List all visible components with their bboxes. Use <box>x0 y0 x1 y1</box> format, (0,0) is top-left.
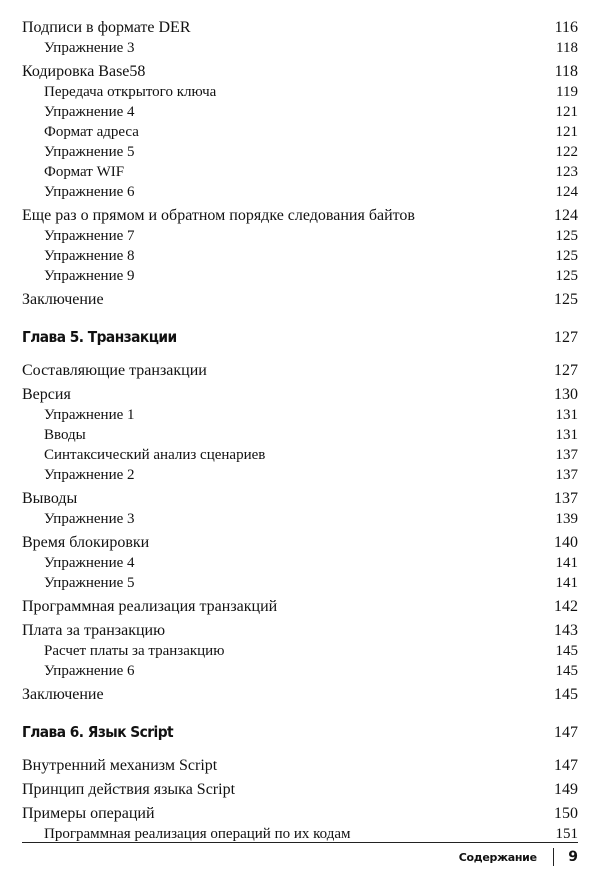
toc-entry-page: 123 <box>555 164 578 180</box>
toc-entry-title: Формат адреса <box>44 124 139 140</box>
toc-entry-title: Упражнение 6 <box>44 184 135 200</box>
toc-entry-page: 127 <box>554 362 578 379</box>
toc-entry-page: 137 <box>555 447 578 463</box>
toc-entry-title: Заключение <box>22 686 104 703</box>
toc-entry-page: 141 <box>555 555 578 571</box>
toc-section-entry <box>22 532 578 553</box>
toc-entry-page: 145 <box>554 686 578 703</box>
toc-entry-page: 118 <box>556 40 578 56</box>
toc-subsection-entry <box>22 266 578 286</box>
toc-entry-title: Упражнение 5 <box>44 575 135 591</box>
toc-entry-page: 145 <box>555 663 578 679</box>
toc-entry-page: 139 <box>555 511 578 527</box>
toc-entry-page: 131 <box>555 427 578 443</box>
toc-subsection-entry <box>22 573 578 593</box>
toc-entry-page: 127 <box>554 329 578 346</box>
toc-entry-title: Кодировка Base58 <box>22 63 146 80</box>
toc-entry-title: Формат WIF <box>44 164 125 180</box>
toc-entry-title: Упражнение 5 <box>44 144 135 160</box>
toc-entry-page: 125 <box>555 228 578 244</box>
toc-entry-page: 150 <box>554 805 578 822</box>
footer-section-label: Содержание <box>458 850 537 864</box>
toc-entry-page: 121 <box>555 104 578 120</box>
toc-subsection-entry <box>22 425 578 445</box>
toc-entry-page: 124 <box>555 184 578 200</box>
toc-entry-title: Примеры операций <box>22 805 155 822</box>
toc-subsection-entry <box>22 445 578 465</box>
toc-section-entry <box>22 360 578 381</box>
toc-entry-title: Упражнение 8 <box>44 248 135 264</box>
toc-entry-page: 137 <box>554 490 578 507</box>
toc-section-entry <box>22 488 578 509</box>
toc-subsection-entry <box>22 122 578 142</box>
toc-subsection-entry <box>22 465 578 485</box>
toc-chapter-entry <box>22 719 578 745</box>
toc-section-entry <box>22 289 578 310</box>
toc-section-entry <box>22 755 578 776</box>
toc-entry-page: 147 <box>554 724 578 741</box>
toc-entry-page: 118 <box>554 63 578 80</box>
toc-entry-page: 125 <box>554 291 578 308</box>
toc-subsection-entry <box>22 509 578 529</box>
toc-entry-title: Версия <box>22 386 71 403</box>
toc-entry-title: Время блокировки <box>22 534 150 551</box>
toc-entry-title: Упражнение 4 <box>44 555 135 571</box>
toc-entry-page: 130 <box>554 386 578 403</box>
toc-chapter-entry <box>22 324 578 350</box>
toc-entry-title: Упражнение 7 <box>44 228 135 244</box>
toc-section-entry <box>22 620 578 641</box>
toc-subsection-entry <box>22 824 578 844</box>
toc-entry-title: Заключение <box>22 291 104 308</box>
toc-entry-page: 143 <box>554 622 578 639</box>
toc-entry-title: Вводы <box>44 427 86 443</box>
toc-entry-title: Программная реализация транзакций <box>22 598 278 615</box>
toc-entry-page: 125 <box>555 248 578 264</box>
toc-subsection-entry <box>22 162 578 182</box>
toc-entry-page: 145 <box>555 643 578 659</box>
toc-subsection-entry <box>22 226 578 246</box>
toc-entry-title: Глава 5. Транзакции <box>22 328 177 346</box>
toc-subsection-entry <box>22 641 578 661</box>
footer-divider <box>22 842 578 843</box>
toc-subsection-entry <box>22 102 578 122</box>
toc-entry-title: Упражнение 4 <box>44 104 135 120</box>
toc-entry-title: Упражнение 2 <box>44 467 135 483</box>
toc-entry-title: Упражнение 3 <box>44 511 135 527</box>
toc-section-entry <box>22 684 578 705</box>
toc-subsection-entry <box>22 405 578 425</box>
toc-subsection-entry <box>22 38 578 58</box>
toc-entry-page: 149 <box>554 781 578 798</box>
toc-entry-title: Глава 6. Язык Script <box>22 723 174 741</box>
toc-entry-title: Составляющие транзакции <box>22 362 207 379</box>
toc-entry-title: Еще раз о прямом и обратном порядке следования байтов <box>22 207 415 224</box>
toc-entry-page: 116 <box>554 19 578 36</box>
footer-page-number: 9 <box>568 849 578 865</box>
toc-section-entry <box>22 61 578 82</box>
toc-entry-title: Внутренний механизм Script <box>22 757 218 774</box>
toc-entry-page: 124 <box>554 207 578 224</box>
toc-section-entry <box>22 205 578 226</box>
toc-entry-title: Выводы <box>22 490 78 507</box>
toc-entry-page: 121 <box>555 124 578 140</box>
toc-entry-title: Упражнение 6 <box>44 663 135 679</box>
toc-entry-title: Плата за транзакцию <box>22 622 166 639</box>
toc-entry-page: 142 <box>554 598 578 615</box>
toc-subsection-entry <box>22 246 578 266</box>
toc-section-entry <box>22 17 578 38</box>
toc-section-entry <box>22 596 578 617</box>
table-of-contents <box>22 14 578 844</box>
toc-entry-title: Упражнение 3 <box>44 40 135 56</box>
toc-subsection-entry <box>22 553 578 573</box>
toc-entry-title: Программная реализация операций по их кодам <box>44 826 351 842</box>
toc-entry-title: Принцип действия языка Script <box>22 781 236 798</box>
toc-entry-page: 131 <box>555 407 578 423</box>
toc-entry-page: 119 <box>556 84 578 100</box>
toc-entry-title: Расчет платы за транзакцию <box>44 643 225 659</box>
toc-entry-page: 122 <box>555 144 578 160</box>
toc-entry-title: Синтаксический анализ сценариев <box>44 447 266 463</box>
page-footer <box>459 848 578 866</box>
toc-subsection-entry <box>22 182 578 202</box>
toc-entry-page: 151 <box>555 826 578 842</box>
toc-entry-title: Упражнение 9 <box>44 268 135 284</box>
toc-subsection-entry <box>22 142 578 162</box>
toc-entry-title: Подписи в формате DER <box>22 19 191 36</box>
toc-entry-page: 141 <box>555 575 578 591</box>
toc-section-entry <box>22 779 578 800</box>
footer-separator <box>553 848 555 866</box>
toc-entry-title: Передача открытого ключа <box>44 84 217 100</box>
toc-entry-page: 125 <box>555 268 578 284</box>
toc-entry-page: 147 <box>554 757 578 774</box>
toc-section-entry <box>22 803 578 824</box>
toc-section-entry <box>22 384 578 405</box>
toc-entry-page: 140 <box>554 534 578 551</box>
toc-subsection-entry <box>22 661 578 681</box>
toc-subsection-entry <box>22 82 578 102</box>
toc-entry-page: 137 <box>555 467 578 483</box>
toc-entry-title: Упражнение 1 <box>44 407 135 423</box>
